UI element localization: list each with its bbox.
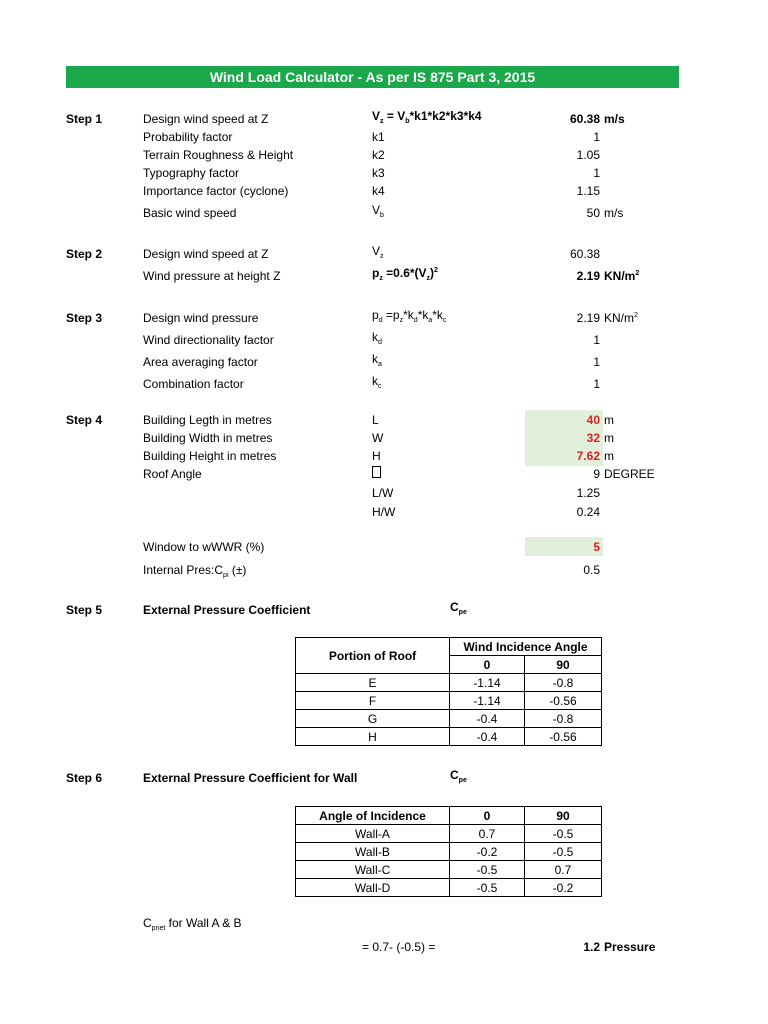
step2-val-1: 2.19 bbox=[576, 269, 600, 283]
wwr-desc: Window to wWWR (%) bbox=[143, 540, 265, 554]
step4-val-4: 1.25 bbox=[576, 486, 600, 500]
step6-label: Step 6 bbox=[66, 771, 103, 785]
wwr-input[interactable]: 5 bbox=[593, 540, 600, 554]
ka-symbol: $k_a$ bbox=[372, 352, 382, 368]
missing-glyph-icon bbox=[372, 466, 381, 478]
building-width-input[interactable]: 32 bbox=[586, 431, 600, 445]
roof-cell: -0.56 bbox=[525, 728, 602, 746]
table-row bbox=[296, 843, 602, 861]
cpnet-expression: = 0.7- (-0.5) = bbox=[362, 940, 436, 954]
roof-angle-0: 0 bbox=[450, 656, 525, 674]
wall-cpe-table bbox=[295, 806, 602, 897]
step4-sym-4: L/W bbox=[372, 486, 394, 500]
roof-cpe-table bbox=[295, 637, 602, 746]
roof-cell: G bbox=[296, 710, 450, 728]
step1-sym-3: k3 bbox=[372, 166, 385, 180]
step1-val-5: 50 bbox=[586, 206, 600, 220]
step3-desc-3: Combination factor bbox=[143, 377, 244, 391]
step4-desc-3: Roof Angle bbox=[143, 467, 202, 481]
wall-cell: -0.5 bbox=[525, 825, 602, 843]
step3-val-1: 1 bbox=[593, 333, 600, 347]
step1-desc-1: Probability factor bbox=[143, 130, 233, 144]
wall-cell: -0.5 bbox=[525, 843, 602, 861]
step4-sym-2: H bbox=[372, 449, 381, 463]
cpi-desc: Internal $Pres:C_{pi}$ (±) bbox=[143, 563, 247, 579]
wall-col2-header: 90 bbox=[525, 807, 602, 825]
step1-unit-5: m/s bbox=[604, 206, 624, 220]
step3-val-3: 1 bbox=[593, 377, 600, 391]
wall-cell: 0.7 bbox=[450, 825, 525, 843]
kc-symbol: $k_c$ bbox=[372, 374, 382, 390]
wall-cell: Wall-C bbox=[296, 861, 450, 879]
step1-sym-1: k1 bbox=[372, 130, 385, 144]
vz-symbol: $V_z$ bbox=[372, 244, 384, 260]
step3-unit-0: $KN/m^2$ bbox=[604, 311, 638, 325]
roof-cell: F bbox=[296, 692, 450, 710]
step2-unit-1: $KN/m^2$ bbox=[604, 269, 640, 283]
step4-desc-1: Building Width in metres bbox=[143, 431, 273, 445]
step1-val-2: 1.05 bbox=[576, 148, 600, 162]
step6-heading: External Pressure Coefficient for Wall bbox=[143, 771, 358, 785]
step3-desc-2: Area averaging factor bbox=[143, 355, 258, 369]
step1-unit-0: m/s bbox=[604, 112, 625, 126]
wall-cell: Wall-B bbox=[296, 843, 450, 861]
wall-cell: -0.5 bbox=[450, 879, 525, 897]
step4-unit-1: m bbox=[604, 431, 614, 445]
step1-sym-2: k2 bbox=[372, 148, 385, 162]
roof-cell: -0.4 bbox=[450, 710, 525, 728]
step1-val-1: 1 bbox=[593, 130, 600, 144]
table-row bbox=[296, 710, 602, 728]
roof-group-header: Wind Incidence Angle bbox=[450, 638, 602, 656]
step4-desc-0: Building Legth in metres bbox=[143, 413, 272, 427]
roof-cell: H bbox=[296, 728, 450, 746]
step1-desc-3: Typography factor bbox=[143, 166, 240, 180]
cpe-symbol-wall: $C_{pe}$ bbox=[450, 768, 467, 784]
step4-val-3: 9 bbox=[593, 467, 600, 481]
wall-cell: -0.2 bbox=[525, 879, 602, 897]
step3-desc-0: Design wind pressure bbox=[143, 311, 259, 325]
step4-val-5: 0.24 bbox=[576, 505, 600, 519]
step1-sym-4: k4 bbox=[372, 184, 385, 198]
wall-col0-header: Angle of Incidence bbox=[296, 807, 450, 825]
vb-symbol: $V_b$ bbox=[372, 203, 384, 219]
wall-cell: -0.2 bbox=[450, 843, 525, 861]
roof-angle-90: 90 bbox=[525, 656, 602, 674]
wall-cell: Wall-A bbox=[296, 825, 450, 843]
step3-desc-1: Wind directionality factor bbox=[143, 333, 274, 347]
step4-unit-3: DEGREE bbox=[604, 467, 655, 481]
step4-label: Step 4 bbox=[66, 413, 103, 427]
step1-label: Step 1 bbox=[66, 112, 103, 126]
roof-cell: -0.8 bbox=[525, 710, 602, 728]
roof-cell: -0.56 bbox=[525, 692, 602, 710]
step3-label: Step 3 bbox=[66, 311, 103, 325]
wall-cell: -0.5 bbox=[450, 861, 525, 879]
wall-col1-header: 0 bbox=[450, 807, 525, 825]
step5-heading: External Pressure Coefficient bbox=[143, 603, 311, 617]
step1-desc-5: Basic wind speed bbox=[143, 206, 237, 220]
wall-cell: Wall-D bbox=[296, 879, 450, 897]
step4-sym-0: L bbox=[372, 413, 379, 427]
kd-symbol: $k_d$ bbox=[372, 330, 382, 346]
step4-desc-2: Building Height in metres bbox=[143, 449, 277, 463]
step2-val-0: 60.38 bbox=[569, 247, 600, 261]
step1-val-3: 1 bbox=[593, 166, 600, 180]
step2-label: Step 2 bbox=[66, 247, 103, 261]
step1-val-0: 60.38 bbox=[569, 112, 600, 126]
step1-desc-4: Importance factor (cyclone) bbox=[143, 184, 289, 198]
step1-desc-0: Design wind speed at Z bbox=[143, 112, 269, 126]
table-row bbox=[296, 692, 602, 710]
roof-cell: -0.4 bbox=[450, 728, 525, 746]
cpi-val: 0.5 bbox=[583, 563, 600, 577]
roof-col0-header: Portion of Roof bbox=[296, 638, 450, 674]
table-row bbox=[296, 825, 602, 843]
page-title: Wind Load Calculator - As per IS 875 Part 3, 2015 bbox=[66, 66, 679, 88]
pz-formula: $p_z =0.6*(V_z)^2$ bbox=[372, 266, 438, 282]
table-row bbox=[296, 728, 602, 746]
step3-val-2: 1 bbox=[593, 355, 600, 369]
step4-sym-5: H/W bbox=[372, 505, 396, 519]
step4-sym-1: W bbox=[372, 431, 384, 445]
step5-label: Step 5 bbox=[66, 603, 103, 617]
step2-desc-1: Wind pressure at height Z bbox=[143, 269, 281, 283]
vz-formula: $V_z = V_b*k1*k2*k3*k4$ bbox=[372, 109, 482, 125]
building-height-input[interactable]: 7.62 bbox=[576, 449, 600, 463]
roof-cell: -0.8 bbox=[525, 674, 602, 692]
step2-desc-0: Design wind speed at Z bbox=[143, 247, 269, 261]
step1-desc-2: Terrain Roughness & Height bbox=[143, 148, 294, 162]
cpnet-label: $C_{pnet}$ for Wall A & B bbox=[143, 916, 242, 932]
building-length-input[interactable]: 40 bbox=[586, 413, 600, 427]
table-row bbox=[296, 861, 602, 879]
step4-unit-0: m bbox=[604, 413, 614, 427]
table-row bbox=[296, 674, 602, 692]
pd-formula: $p_d =p_z*k_d*k_a*k_c$ bbox=[372, 308, 447, 324]
cpe-symbol-roof: $C_{pe}$ bbox=[450, 600, 467, 616]
wall-cell: 0.7 bbox=[525, 861, 602, 879]
table-row bbox=[296, 879, 602, 897]
cpnet-unit: Pressure bbox=[604, 940, 656, 954]
roof-cell: -1.14 bbox=[450, 692, 525, 710]
roof-cell: -1.14 bbox=[450, 674, 525, 692]
step4-unit-2: m bbox=[604, 449, 614, 463]
cpnet-value: 1.2 bbox=[583, 940, 600, 954]
roof-cell: E bbox=[296, 674, 450, 692]
step1-val-4: 1.15 bbox=[576, 184, 600, 198]
step3-val-0: 2.19 bbox=[576, 311, 600, 325]
